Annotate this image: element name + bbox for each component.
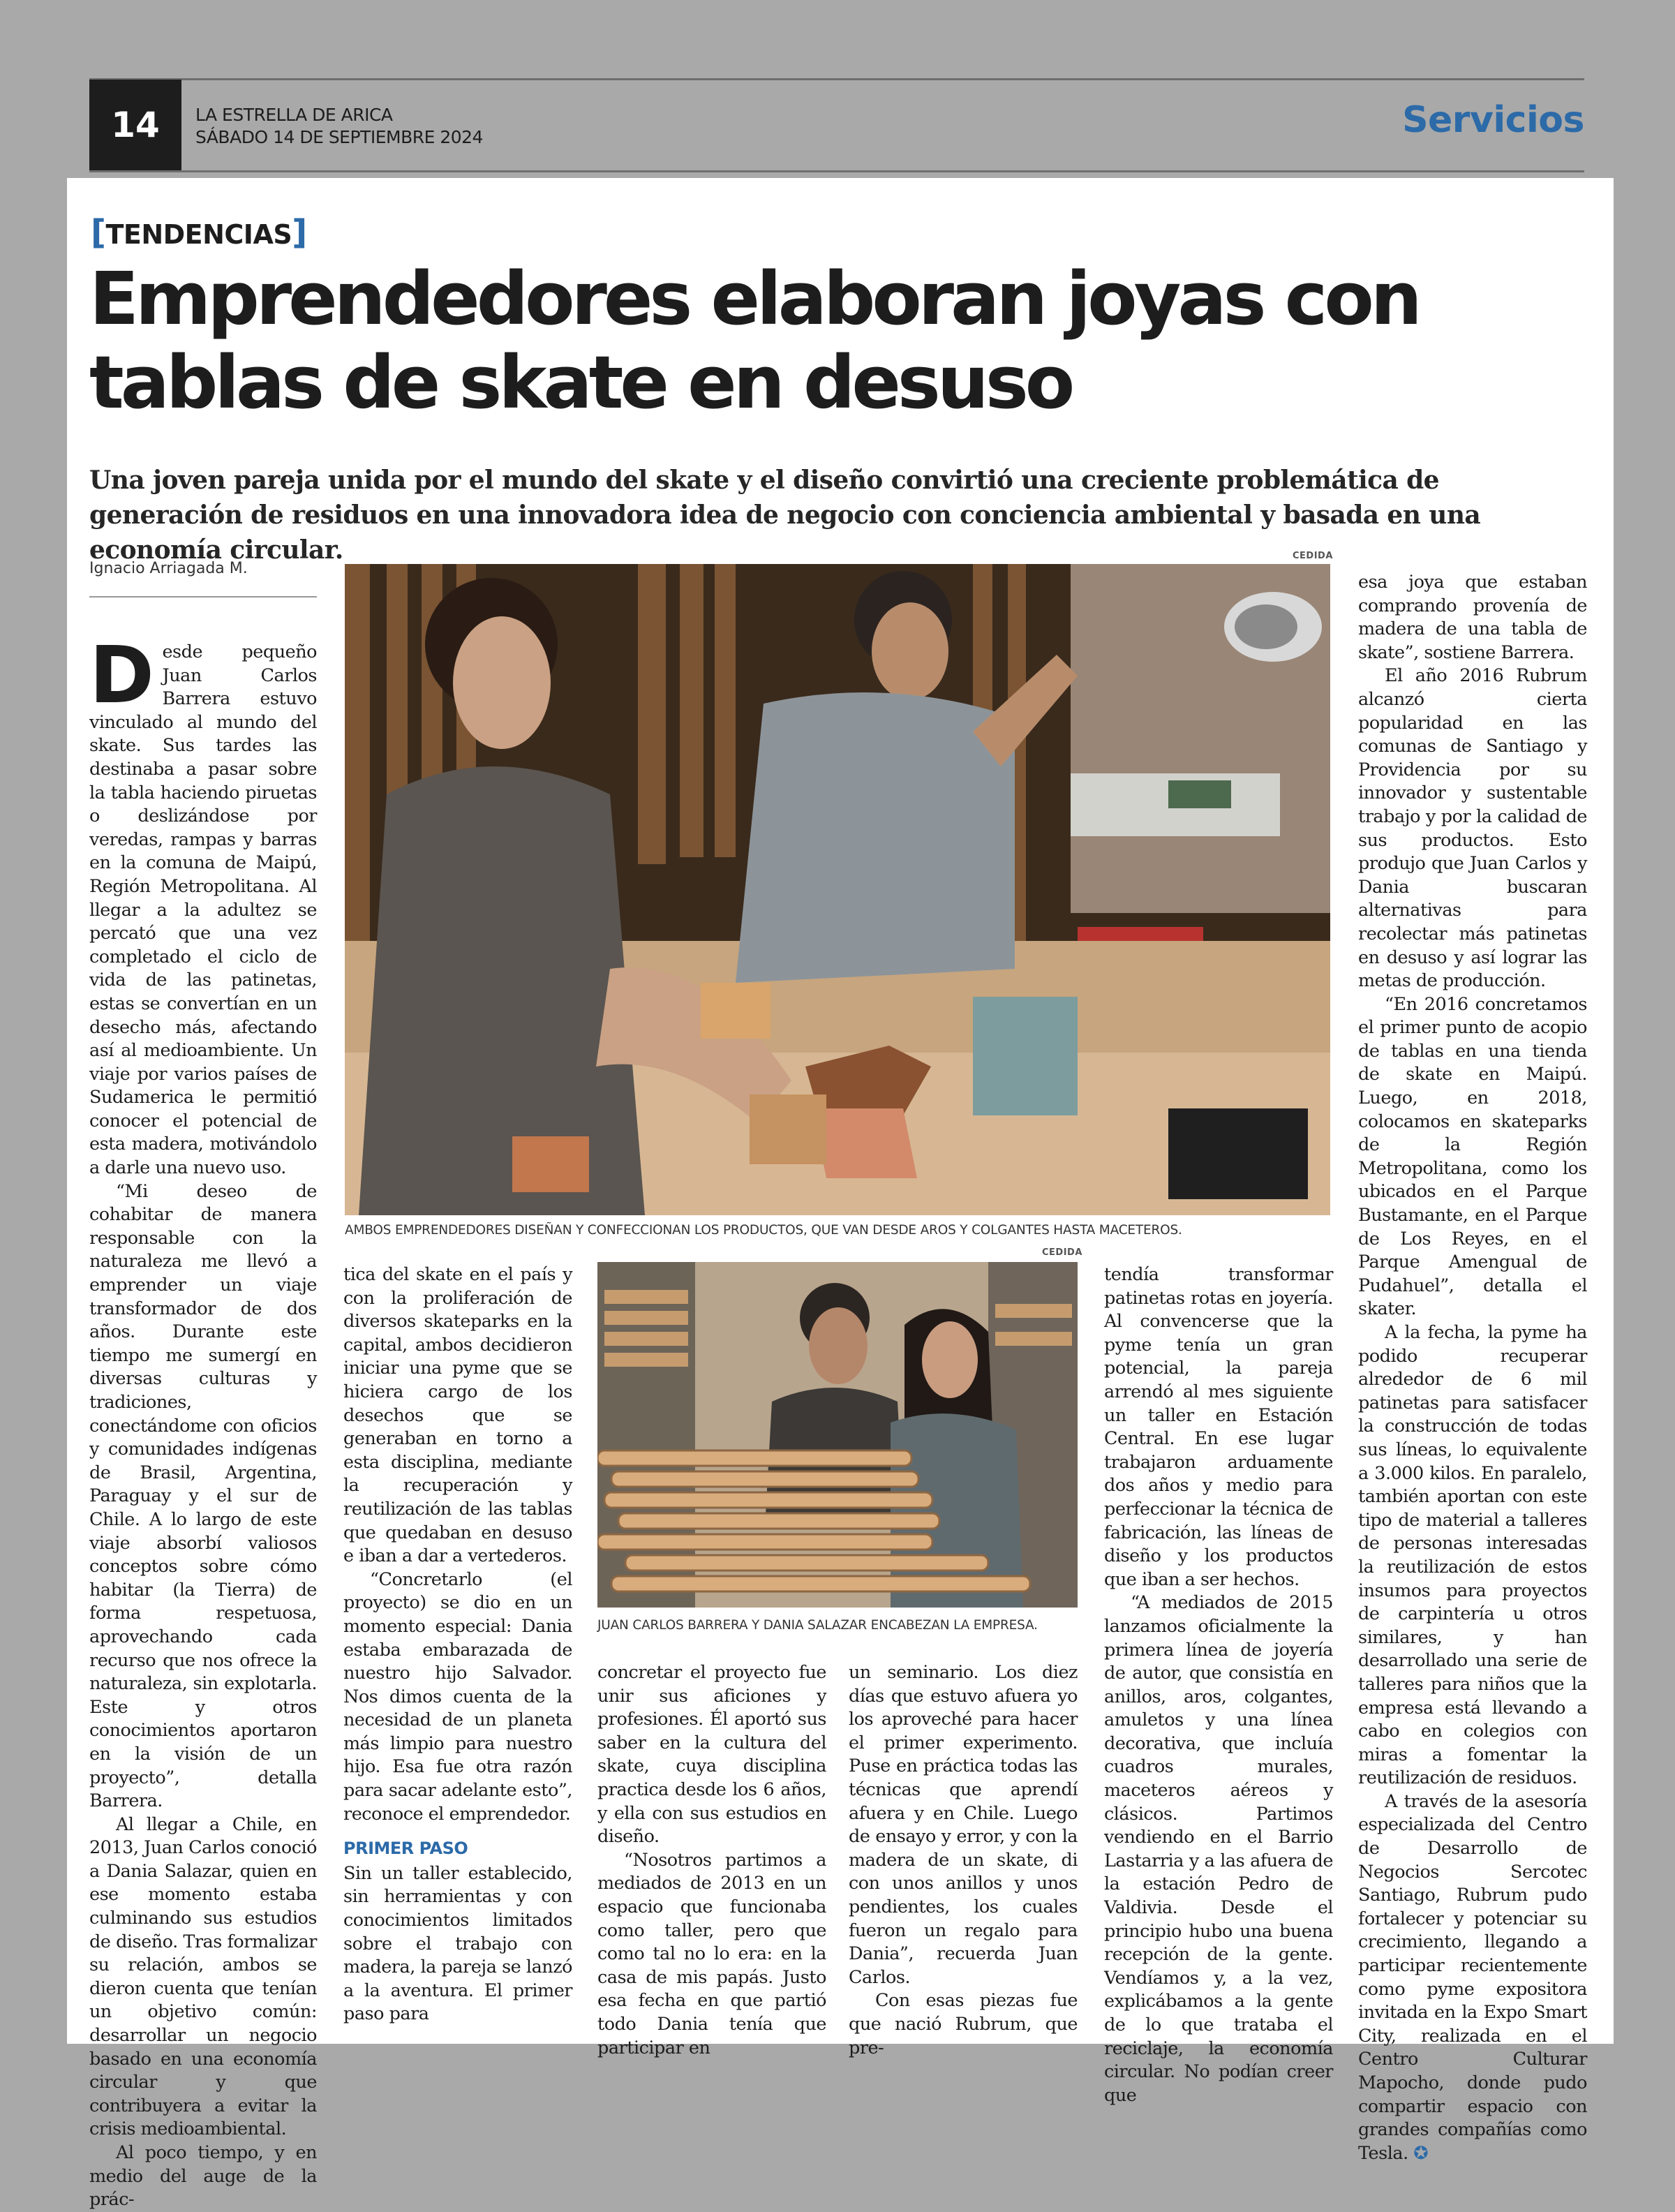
paragraph: tendía transformar patinetas rotas en joyería. Al convencerse que la pyme tenía un gran potencial, la pareja arrendó al mes siguiente un taller en Estación Central. En ese lugar trabajaron arduamente dos años y medio para perfeccionar la técnica de fabricación, las líneas de diseño y los productos que iban a ser hechos. xyxy=(1104,1264,1333,1590)
header-top-rule xyxy=(89,78,1584,80)
paragraph: “Mi deseo de cohabitar de manera responsable con la naturaleza me llevó a emprender un viaje transformador de dos años. Durante este tiempo me sumergí en diversas culturas y tradiciones, conectándome con oficios y comunidades indígenas de Brasil, Argentina, Paraguay y el sur de Chile. A lo largo de este viaje absorbí valiosos conceptos sobre cómo habitar (la Tierra) de forma respetuosa, aprovechando cada recurso que nos ofrece la naturaleza, sin explotarla. Este y otros conocimientos aportaron en la visión de un proyecto”, detalla Barrera. xyxy=(89,1180,317,1812)
paragraph: “En 2016 concretamos el primer punto de acopio de tablas en una tienda de skate en Maipú. Luego, en 2018, colocamos en skateparks de la Región Metropolitana, como los ubicados en el Parque Bustamante, en el Parque de Los Reyes, en el Parque Amengual de Pudahuel”, detalla el skater. xyxy=(1358,993,1587,1320)
byline: Ignacio Arriagada M. xyxy=(89,560,248,577)
paragraph: Al llegar a Chile, en 2013, Juan Carlos conoció a Dania Salazar, quien en ese momento estaba culminando sus estudios de diseño. Tras formalizar su relación, ambos se dieron cuenta que tenían un objetivo común: desarrollar un negocio basado en una economía circular y que contribuyera a evitar la crisis medioambiental. xyxy=(89,1813,317,2140)
photo2-caption: JUAN CARLOS BARRERA Y DANIA SALAZAR ENCABEZAN LA EMPRESA. xyxy=(597,1618,1038,1633)
paragraph: El año 2016 Rubrum alcanzó cierta popularidad en las comunas de Santiago y Providencia por su innovador y sustentable trabajo y por la calidad de sus productos. Esto produjo que Juan Carlos y Dania buscaran alternativas para recolectar más patinetas en desuso y así lograr las metas de producción. xyxy=(1358,665,1587,992)
paragraph: Al poco tiempo, y en medio del auge de la prác- xyxy=(89,2142,317,2211)
header-bottom-rule xyxy=(89,170,1584,172)
byline-rule xyxy=(89,596,317,597)
paragraph-text: A través de la asesoría especializada del Centro de Desarrollo de Negocios Sercotec Santiago, Rubrum pudo fortalecer y potenciar su crecimiento, llegando a participar recientemente como pyme expositora invitada en la Expo Smart City, realizada en el Centro Culturar Mapocho, donde pudo compartir espacio con grandes compañías como Tesla. xyxy=(1358,1790,1587,2164)
paragraph: esa joya que estaban comprando provenía de madera de una tabla de skate”, sostiene Barrera. xyxy=(1358,572,1587,663)
paragraph: un seminario. Los diez días que estuvo afuera yo los aproveché para hacer el primer experimento. Puse en práctica todas las técnicas que aprendí afuera y en Chile. Luego de ensayo y error, y con la madera de un skate, di con unos anillos y unos pendientes, los cuales fueron un regalo para Dania”, recuerda Juan Carlos. xyxy=(849,1662,1078,1988)
issue-date: SÁBADO 14 DE SEPTIEMBRE 2024 xyxy=(195,127,483,147)
article-column-4 xyxy=(849,1661,1078,2060)
article-column-3 xyxy=(597,1661,826,2060)
paragraph: Sin un taller establecido, sin herramientas y con conocimientos limitados sobre el trabajo con madera, la pareja se lanzó a la aventura. El primer paso para xyxy=(343,1862,572,2025)
deck: Una joven pareja unida por el mundo del skate y el diseño convirtió una creciente problemática de generación de residuos en una innovadora idea de negocio con conciencia ambiental y basada en una economía circular. xyxy=(89,466,1481,565)
article-column-2 xyxy=(343,1263,572,2026)
subheading-primer-paso: PRIMER PASO xyxy=(343,1839,468,1859)
photo1-credit: CEDIDA xyxy=(1293,551,1333,561)
paragraph: “Nosotros partimos a mediados de 2013 en un espacio que funcionaba como taller, pero que como tal no lo era: en la casa de mis papás. Justo esa fecha en que partió todo Dania tenía que participar en xyxy=(597,1849,826,2058)
couple-photo xyxy=(597,1262,1078,1608)
photo1-caption: AMBOS EMPRENDEDORES DISEÑAN Y CONFECCIONAN LOS PRODUCTOS, QUE VAN DESDE AROS Y COLGANTES HASTA MACETEROS. xyxy=(345,1223,1182,1238)
article-column-5 xyxy=(1104,1263,1333,2107)
article-column-1 xyxy=(89,630,317,2212)
photo2-credit: CEDIDA xyxy=(1042,1247,1082,1258)
kicker-bracket-close: ] xyxy=(292,213,307,252)
article-column-6 xyxy=(1358,571,1587,2165)
section-name: Servicios xyxy=(1402,99,1584,141)
headline: Emprendedores elaboran joyas con tablas de skate en desuso xyxy=(89,256,1419,425)
paragraph: A la fecha, la pyme ha podido recuperar alrededor de 6 mil patinetas para satisfacer la construcción de todas sus líneas, lo equivalente a 3.000 kilos. En paralelo, también aportan con este tipo de material a talleres de personas interesadas la reutilización de estos insumos para proyectos de carpintería u otros similares, y han desarrollado una serie de talleres para niños que la empresa está llevando a cabo en colegios con miras a fomentar la reutilización de residuos. xyxy=(1358,1322,1587,1789)
paragraph: Con esas piezas fue que nació Rubrum, que pre- xyxy=(849,1990,1078,2058)
workshop-photo xyxy=(345,564,1330,1215)
paragraph: “Concretarlo (el proyecto) se dio en un momento especial: Dania estaba embarazada de nuestro hijo Salvador. Nos dimos cuenta de la necesidad de un planeta más limpio para nuestro hijo. Esa fue otra razón para sacar adelante esto”, reconoce el emprendedor. xyxy=(343,1568,572,1825)
paragraph: esde pequeño Juan Carlos Barrera estuvo vinculado al mundo del skate. Sus tardes las destinaba a pasar sobre la tabla haciendo piruetas o deslizándose por veredas, rampas y barras en la comuna de Maipú, Región Metropolitana. Al llegar a la adultez se percató que una vez completado el ciclo de vida de las patinetas, estas se convertían en un desecho más, afectando así al medioambiente. Un viaje por varios países de Sudamerica le permitió conocer el potencial de esta madera, motivándolo a darle una nuevo uso. xyxy=(89,641,317,1179)
kicker-text: TENDENCIAS xyxy=(105,219,292,250)
page-number: 14 xyxy=(89,80,181,170)
paragraph: “A mediados de 2015 lanzamos oficialmente la primera línea de joyería de autor, que consistía en anillos, aros, colgantes, amuletos y una línea decorativa, que incluía cuadros murales, maceteros aéreos y clásicos. Partimos vendiendo en el Barrio Lastarria y a las afuera de la estación Pedro de Valdivia. Desde el principio hubo una buena recepción de la gente. Vendíamos y, a la vez, explicábamos a la gente de lo que trataba el reciclaje, la economía circular. No podían creer que xyxy=(1104,1592,1333,2106)
newspaper-name: LA ESTRELLA DE ARICA xyxy=(195,105,393,125)
end-mark-icon: ✪ xyxy=(1413,2142,1429,2164)
paragraph xyxy=(1358,1790,1587,2166)
kicker xyxy=(91,213,307,252)
kicker-bracket-open: [ xyxy=(91,213,106,252)
paragraph: concretar el proyecto fue unir sus aficiones y profesiones. Él aportó sus saber en la cultura del skate, cuya disciplina practica desde los 6 años, y ella con sus estudios en diseño. xyxy=(597,1662,826,1848)
drop-cap: D xyxy=(89,630,154,721)
paragraph: tica del skate en el país y con la proliferación de diversos skateparks en la capital, ambos decidieron iniciar una pyme que se hiciera cargo de los desechos que se generaban en torno a esta disciplina, mediante la recuperación y reutilización de las tablas que quedaban en desuso e iban a dar a vertederos. xyxy=(343,1264,572,1567)
